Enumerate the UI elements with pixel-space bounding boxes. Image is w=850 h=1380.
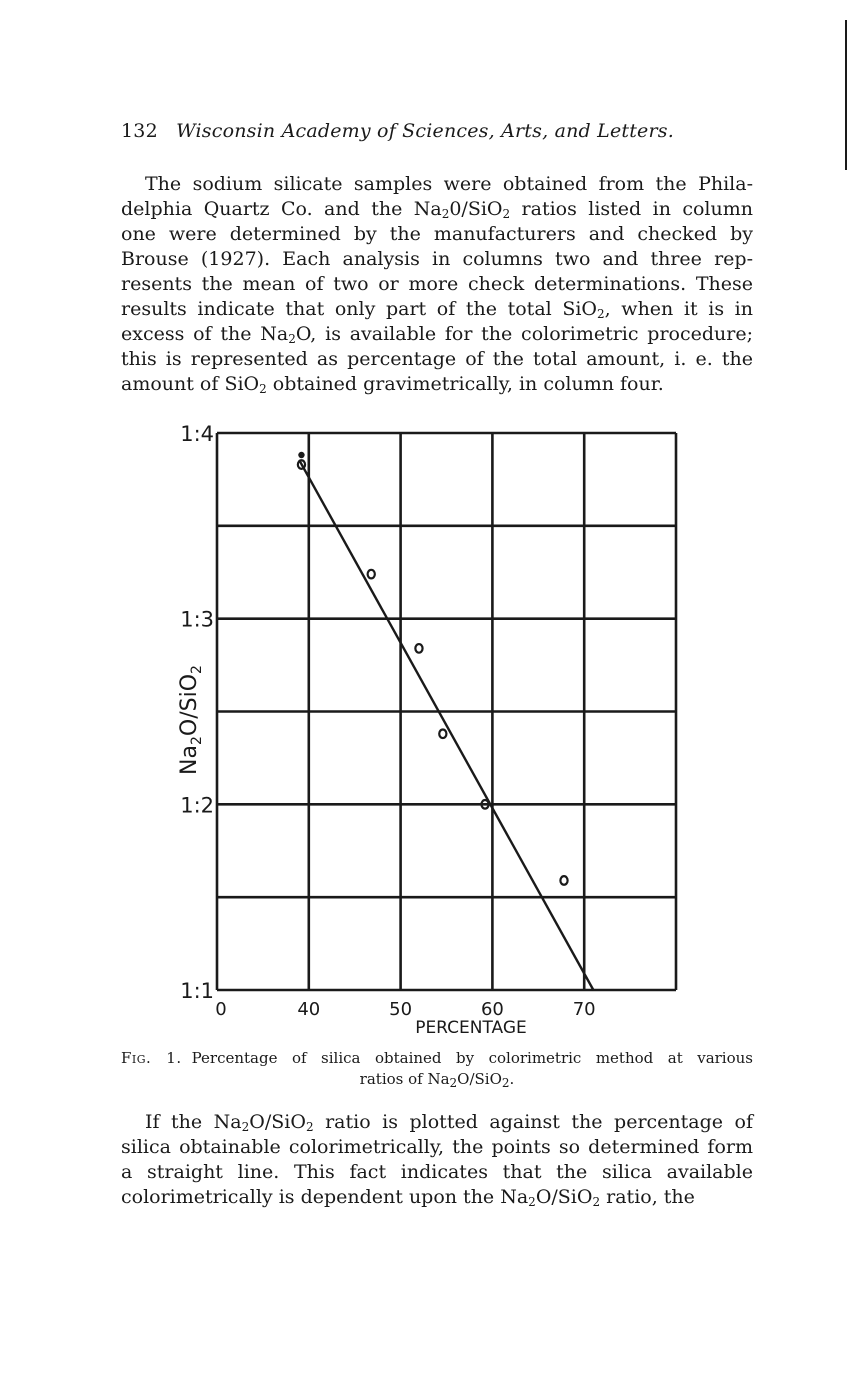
caption-text: Percentage of silica obtained by colorimetric method at various <box>191 1049 753 1067</box>
x-tick-labels <box>215 999 595 1020</box>
fit-line <box>300 461 594 990</box>
data-point-filled <box>298 452 304 458</box>
text-run: ratios of Na <box>359 1070 450 1088</box>
figure-caption <box>121 1048 753 1090</box>
text-line <box>121 347 753 372</box>
text-run: obtained gravimetrically, in column four. <box>266 373 664 395</box>
text-run: . <box>509 1070 515 1088</box>
data-point <box>439 729 446 738</box>
x-tick-label: 60 <box>480 999 504 1020</box>
page-number: 132 <box>121 120 158 142</box>
x-tick-label: 40 <box>297 999 321 1020</box>
y-tick-label: 1:2 <box>180 793 214 818</box>
text-line <box>121 1110 753 1135</box>
text-line <box>121 297 753 322</box>
text-run: O/SiO <box>535 1186 593 1208</box>
text-run: colorimetrically is dependent upon the Na <box>121 1186 529 1208</box>
text-run: 0/SiO <box>449 198 503 220</box>
subscript: 2 <box>241 1120 250 1134</box>
text-run: ratios listed in column <box>510 198 753 220</box>
x-axis-label: PERCENTAGE <box>415 1018 527 1038</box>
subscript: 2 <box>592 1195 601 1209</box>
text-line <box>121 172 753 197</box>
text-run: ratio, the <box>600 1186 695 1208</box>
text-line <box>121 372 753 397</box>
x-tick-label: 70 <box>572 999 596 1020</box>
text-run: this is represented as percentage of the total amount, i. e. the <box>121 348 753 370</box>
text-line <box>121 1160 753 1185</box>
y-tick-label: 1:4 <box>180 422 214 446</box>
subscript: 2 <box>259 382 267 396</box>
journal-title: Wisconsin Academy of Sciences, Arts, and Letters. <box>176 120 674 142</box>
text-line <box>121 322 753 347</box>
y-tick-label: 1:1 <box>180 979 214 1003</box>
caption-label: Fig. 1. <box>121 1049 182 1067</box>
x-tick-label: 0 <box>215 999 227 1020</box>
running-header <box>121 120 674 142</box>
y-axis-label: $Na_2O/SiO_2$ <box>177 665 205 775</box>
text-run: delphia Quartz Co. and the Na <box>121 198 442 220</box>
text-run: Brouse (1927). Each analysis in columns two and three rep- <box>121 248 753 270</box>
subscript: 2 <box>528 1195 536 1209</box>
text-run: ratio is plotted against the percentage of <box>313 1111 754 1133</box>
fit-line-group <box>300 461 594 990</box>
text-run: results indicate that only part of the total SiO <box>121 298 598 320</box>
subscript: 2 <box>502 207 511 221</box>
text-run: excess of the Na <box>121 323 289 345</box>
data-point <box>415 644 422 653</box>
data-points <box>298 452 568 885</box>
text-line <box>121 1135 753 1160</box>
text-line <box>121 1185 753 1210</box>
text-run: O, is available for the colorimetric procedure; <box>295 323 753 345</box>
page-edge-rule <box>845 20 847 170</box>
chart-grid <box>217 433 676 990</box>
text-run: amount of SiO <box>121 373 260 395</box>
paragraph-intro <box>121 172 753 397</box>
subscript: 2 <box>449 1076 458 1090</box>
subscript: 2 <box>441 207 450 221</box>
subscript: 2 <box>597 307 605 321</box>
text-run: a straight line. This fact indicates that the silica available <box>121 1161 753 1183</box>
text-run: If the Na <box>145 1111 242 1133</box>
text-run: one were determined by the manufacturers and checked by <box>121 223 753 245</box>
caption-line-1 <box>121 1048 753 1069</box>
text-run: O/SiO <box>249 1111 306 1133</box>
text-line <box>121 272 753 297</box>
text-run: , when it is in <box>604 298 753 320</box>
paragraph-discussion <box>121 1110 753 1210</box>
text-run: resents the mean of two or more check determinations. These <box>121 273 753 295</box>
text-run: silica obtainable colorimetrically, the points so determined form <box>121 1136 753 1158</box>
subscript: 2 <box>501 1076 510 1090</box>
caption-line-2 <box>121 1069 753 1090</box>
y-tick-label: 1:3 <box>180 607 214 632</box>
data-point <box>368 570 375 579</box>
text-run: The sodium silicate samples were obtained from the Phila- <box>145 173 753 195</box>
data-point <box>560 876 567 885</box>
x-tick-label: 50 <box>389 999 413 1020</box>
text-line <box>121 247 753 272</box>
text-run: O/SiO <box>457 1070 502 1088</box>
text-line <box>121 222 753 247</box>
subscript: 2 <box>305 1120 314 1134</box>
subscript: 2 <box>288 332 296 346</box>
figure-1-chart <box>160 415 720 1040</box>
text-line <box>121 197 753 222</box>
